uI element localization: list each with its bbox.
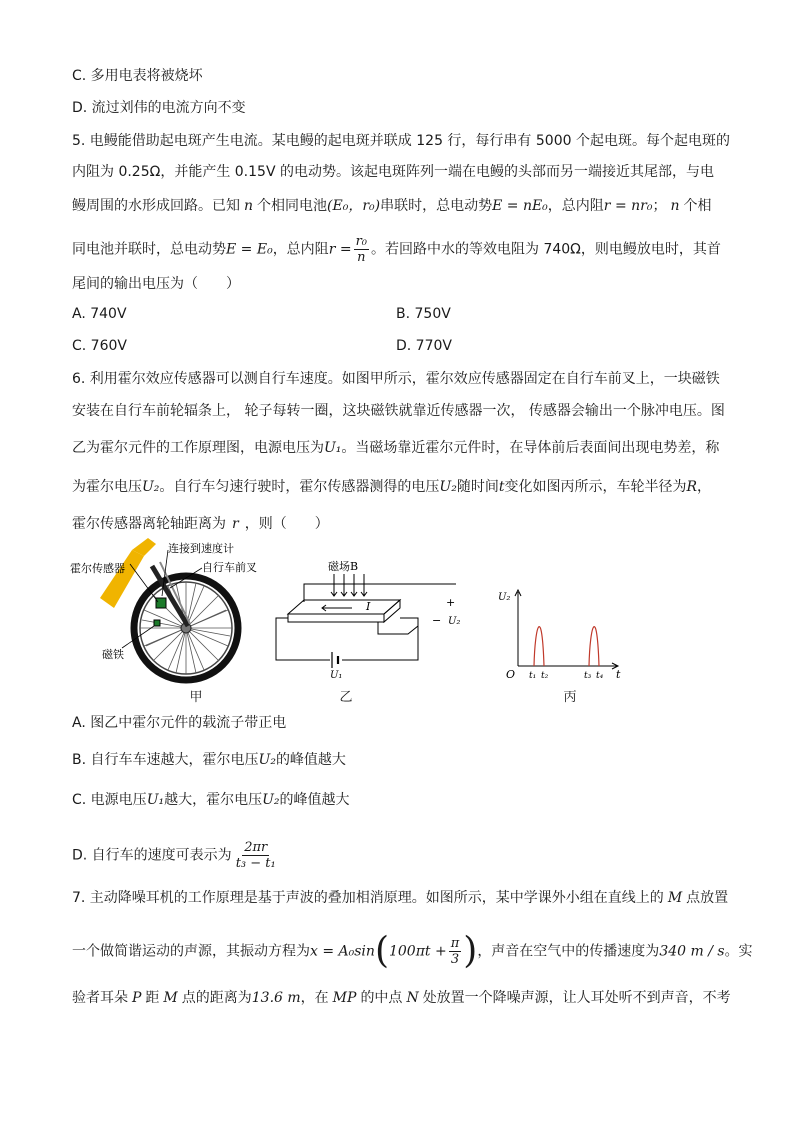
label-t-axis: t — [616, 668, 621, 681]
q5-fraction: $\frac{\text{r₀}}{n}$ — [355, 234, 367, 265]
q5-stem-line1: 5. 电鳗能借助起电斑产生电流。某电鳗的起电斑并联成 125 行，每行串有 5000 个起电斑。每个起电斑的 — [72, 133, 730, 149]
q7-stem-line1: 7. 主动降噪耳机的工作原理是基于声波的叠加相消原理。如图所示，某中学课外小组在直线上的 M 点放置 — [72, 890, 729, 906]
q6-option-d: D. 自行车的速度可表示为 $\frac{2\pi r}{\text{t₃ − t₁}}$ — [72, 840, 276, 871]
label-U2-yi: U₂ — [448, 616, 461, 627]
figure-jia-caption: 甲 — [189, 690, 203, 705]
label-front-fork: 自行车前叉 — [202, 561, 257, 574]
q6-stem-line2: 安装在自行车前轮辐条上， 轮子每转一圈，这块磁铁就靠近传感器一次， 传感器会输出一个脉冲电压。图 — [72, 403, 725, 419]
q5-stem-line5: 尾间的输出电压为（ ） — [72, 276, 240, 292]
label-U1: U₁ — [330, 670, 343, 681]
figure-jia-bicycle-wheel — [70, 538, 257, 688]
q6-stem-line5: 霍尔传感器离轮轴距离为 r ，则（ ） — [72, 516, 329, 532]
q7-stem-line3: 验者耳朵 P 距 M 点的距离为13.6 m，在 MP 的中点 N 处放置一个降噪声源，让人耳处听不到声音，不考 — [72, 990, 731, 1006]
label-connect-speedometer: 连接到速度计 — [168, 542, 234, 555]
q6-option-c: C. 电源电压U₁越大，霍尔电压U₂的峰值越大 — [72, 792, 350, 808]
q4-option-c: C. 多用电表将被烧坏 — [72, 68, 203, 84]
figure-bing-caption: 丙 — [563, 690, 577, 705]
q6-option-b: B. 自行车车速越大，霍尔电压U₂的峰值越大 — [72, 752, 346, 768]
tick-t2: t₂ — [541, 671, 549, 681]
figure-yi-hall-circuit — [268, 556, 478, 681]
fork-blade-icon — [152, 562, 190, 626]
label-magnet: 磁铁 — [102, 648, 124, 661]
q4-option-d: D. 流过刘伟的电流方向不变 — [72, 100, 246, 116]
label-minus: − — [432, 614, 442, 627]
tick-t4: t₄ — [596, 671, 604, 681]
figure-yi-caption: 乙 — [339, 690, 353, 705]
pulse-1 — [534, 627, 544, 666]
q6-stem-line4: 为霍尔电压U₂。自行车匀速行驶时，霍尔传感器测得的电压U₂随时间t变化如图丙所示，车轮半径为R， — [72, 479, 712, 495]
q5-option-d: D. 770V — [396, 338, 452, 354]
q5-option-a: A. 740V — [72, 306, 127, 322]
field-arrows-icon — [331, 574, 367, 596]
label-plus: + — [446, 596, 456, 609]
q7-phase-fraction: $\frac{\pi}{3}$ — [450, 936, 460, 967]
q5-option-c: C. 760V — [72, 338, 127, 354]
tick-t1: t₁ — [529, 671, 537, 681]
hall-slab-icon — [288, 600, 400, 622]
pulse-2 — [589, 627, 599, 666]
battery-icon — [332, 652, 338, 668]
q6-option-d-fraction: $\frac{2\pi r}{\text{t₃ − t₁}}$ — [235, 840, 276, 871]
label-magnetic-field: 磁场B — [328, 560, 359, 573]
tick-t3: t₃ — [584, 671, 592, 681]
label-current-I: I — [366, 600, 371, 613]
q6-stem-line3: 乙为霍尔元件的工作原理图，电源电压为U₁。当磁场靠近霍尔元件时，在导体前后表面间出现电势差，称 — [72, 440, 720, 456]
q5-stem-line3: 鳗周围的水形成回路。已知 n 个相同电池(E₀，r₀)串联时，总电动势E = nE₀，总内阻r = nr₀； n 个相 — [72, 198, 712, 214]
figure-bing-voltage-graph — [494, 584, 634, 680]
magnet-icon — [154, 620, 160, 626]
q5-stem-line2: 内阻为 0.25Ω，并能产生 0.15V 的电动势。该起电斑阵列一端在电鳗的头部而另一端接近其尾部，与电 — [72, 164, 714, 180]
label-U2-axis: U₂ — [498, 592, 511, 603]
label-origin: O — [506, 668, 516, 681]
q5-stem-line4: 同电池并联时，总电动势E = E₀，总内阻r = $\frac{\text{r₀}}{n}$ 。若回路中水的等效电阻为 740Ω，则电鳗放电时，其首 — [72, 234, 721, 265]
q6-option-a: A. 图乙中霍尔元件的载流子带正电 — [72, 715, 287, 731]
q5-option-b: B. 750V — [396, 306, 451, 322]
hall-sensor-icon — [156, 598, 166, 608]
q6-stem-line1: 6. 利用霍尔效应传感器可以测自行车速度。如图甲所示，霍尔效应传感器固定在自行车前叉上，一块磁铁 — [72, 371, 720, 387]
label-hall-sensor: 霍尔传感器 — [70, 562, 125, 575]
q7-stem-line2: 一个做简谐运动的声源，其振动方程为x = A₀sin(100πt + $\frac{\pi}{3}$ )，声音在空气中的传播速度为340 m / s。实 — [72, 930, 753, 972]
